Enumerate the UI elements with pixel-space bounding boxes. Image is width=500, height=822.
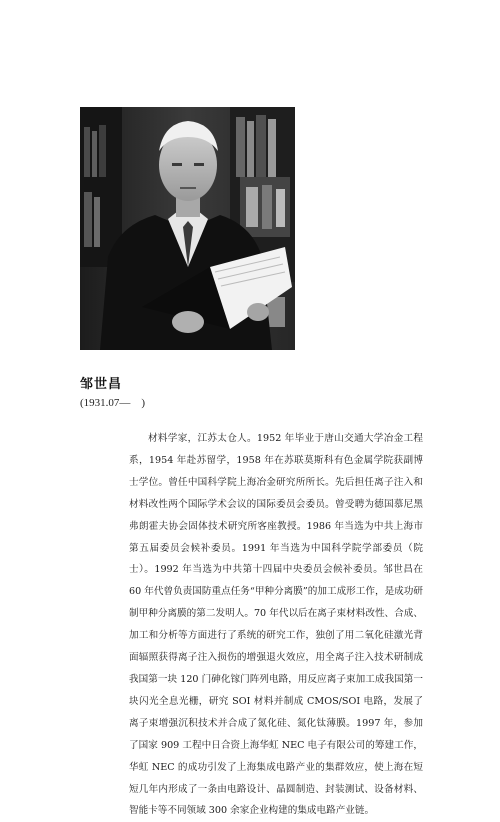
portrait-photo [80, 107, 295, 350]
portrait-illustration [80, 107, 295, 350]
person-dates: (1931.07— ) [80, 397, 146, 409]
biography-paragraph: 材料学家，江苏太仓人。1952 年毕业于唐山交通大学冶金工程系，1954 年赴苏留学，1958 年在苏联莫斯科有色金属学院获副博士学位。曾任中国科学院上海冶金研究所所长。先后担任离子注入和材料改性两个国际学术会议的国际委员会委员。曾受聘为德国慕尼黑弗朗霍夫协会固体技术研究所客座教授。1986 年当选为中共上海市第五届委员会候补委员。1991 年当选为中国科学院学部委员（院士）。1992 年当选为中共第十四届中央委员会候补委员。邹世昌在 60 年代曾负责国防重点任务“甲种分离膜”的加工成形工作，是成功研制甲种分离膜的第二发明人。70 年代以后在离子束材料改性、合成、加工和分析等方面进行了系统的研究工作，独创了用二氧化硅激光背面辐照获得离子注入损伤的增强退火效应，用全离子注入技术研制成我国第一块 120 门砷化镓门阵列电路，用反应离子束加工成我国第一块闪光全息光栅，研究 SOI 材料并制成 CMOS/SOI 电路，发展了离子束增强沉积技术并合成了氮化硅、氮化钛薄膜。1997 年，参加了国家 909 工程中日合资上海华虹 NEC 电子有限公司的筹建工作，华虹 NEC 的成功引发了上海集成电路产业的集群效应，使上海在短短几年内形成了一条由电路设计、晶圆制造、封装测试、设备材料、智能卡等不同领域 300 余家企业构建的集成电路产业链。 [129, 433, 423, 817]
person-name: 邹世昌 [80, 377, 123, 392]
